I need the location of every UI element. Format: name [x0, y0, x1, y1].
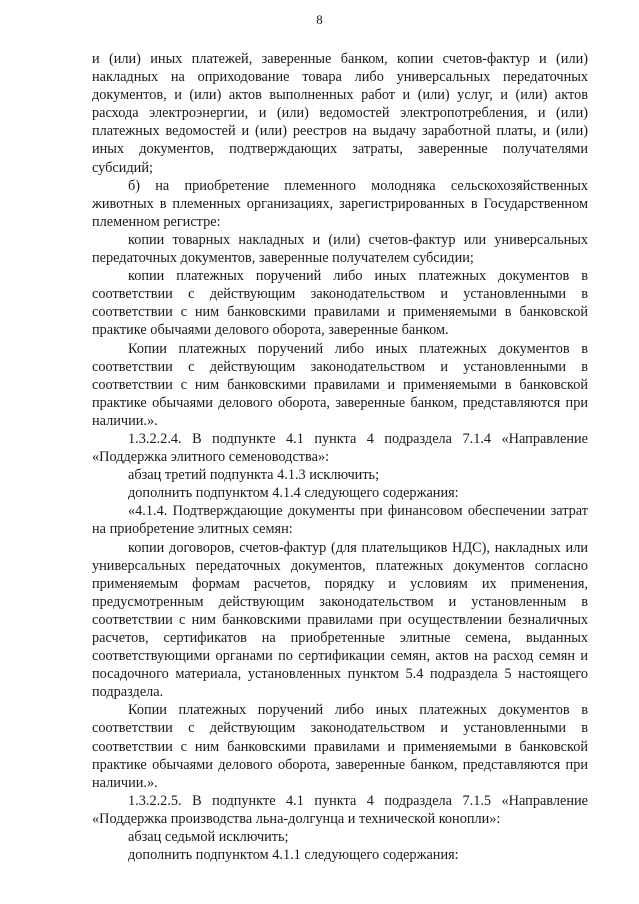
paragraph-1-3-2-2-4: 1.3.2.2.4. В подпункте 4.1 пункта 4 подраздела 7.1.4 «Направление «Поддержка элитного семеноводства»: [92, 430, 588, 466]
paragraph-payment-orders-optional-2: Копии платежных поручений либо иных платежных документов в соответствии с действующим законодательством и установленными в соответствии с ним банковскими правилами и применяемыми в банковской практике обычаями делового оборота, заверенные банком, представляются при наличии.». [92, 702, 588, 791]
paragraph-1-3-2-2-5: 1.3.2.2.5. В подпункте 4.1 пункта 4 подраздела 7.1.5 «Направление «Поддержка производства льна-долгунца и технической конопли»: [92, 792, 588, 827]
paragraph-exclude-seventh: абзац седьмой исключить; [128, 829, 289, 846]
paragraph-copies-invoices: копии товарных накладных и (или) счетов-фактур или универсальных передаточных документов, заверенные получателем субсидии; [92, 231, 588, 267]
page-number: 8 [316, 12, 323, 27]
paragraph-exclude-third: абзац третий подпункта 4.1.3 исключить; [128, 467, 380, 484]
paragraph-add-4-1-4: дополнить подпунктом 4.1.4 следующего содержания: [128, 485, 459, 502]
paragraph-copies-contracts: копии договоров, счетов-фактур (для плательщиков НДС), накладных или универсальных передаточных документов, платежных документов согласно применяемым формам расчетов, порядку и условиям их применения, предусмотренным действующим законодательством и установленным в соответствии с ним банковскими правилами при осуществлении безналичных расчетов, сертификатов на приобретенные элитные семена, выданных соответствующими органами по сертификации семян, актов на расход семян и посадочного материала, установленных пунктом 5.4 подраздела 5 настоящего подраздела. [92, 539, 588, 701]
paragraph-payment-orders-optional: Копии платежных поручений либо иных платежных документов в соответствии с действующим законодательством и установленными в соответствии с ним банковскими правилами и применяемыми в банковской практике обычаями делового оборота, заверенные банком, представляются при наличии.». [92, 340, 588, 429]
paragraph-add-4-1-1: дополнить подпунктом 4.1.1 следующего содержания: [128, 847, 459, 864]
paragraph-4-1-4: «4.1.4. Подтверждающие документы при финансовом обеспечении затрат на приобретение элитных семян: [92, 503, 588, 538]
document-body [92, 50, 588, 864]
paragraph-copies-payment-orders: копии платежных поручений либо иных платежных документов в соответствии с действующим законодательством и установленными в соответствии с ним банковскими правилами и применяемыми в банковской практике обычаями делового оборота, заверенные банком. [92, 268, 588, 339]
paragraph-item-b: б) на приобретение племенного молодняка сельскохозяйственных животных в племенных организациях, зарегистрированных в Государственном племенном регистре: [92, 177, 588, 230]
paragraph-continuation: и (или) иных платежей, заверенные банком, копии счетов-фактур и (или) накладных на оприходование товара либо универсальных передаточных документов, и (или) актов выполненных работ и (или) услуг, и (или) актов расхода электроэнергии, и (или) ведомостей электропотребления, и (или) платежных ведомостей и (или) реестров на выдачу заработной платы, и (или) иных документов, подтверждающих затраты, заверенные получателями субсидий; [92, 51, 588, 176]
